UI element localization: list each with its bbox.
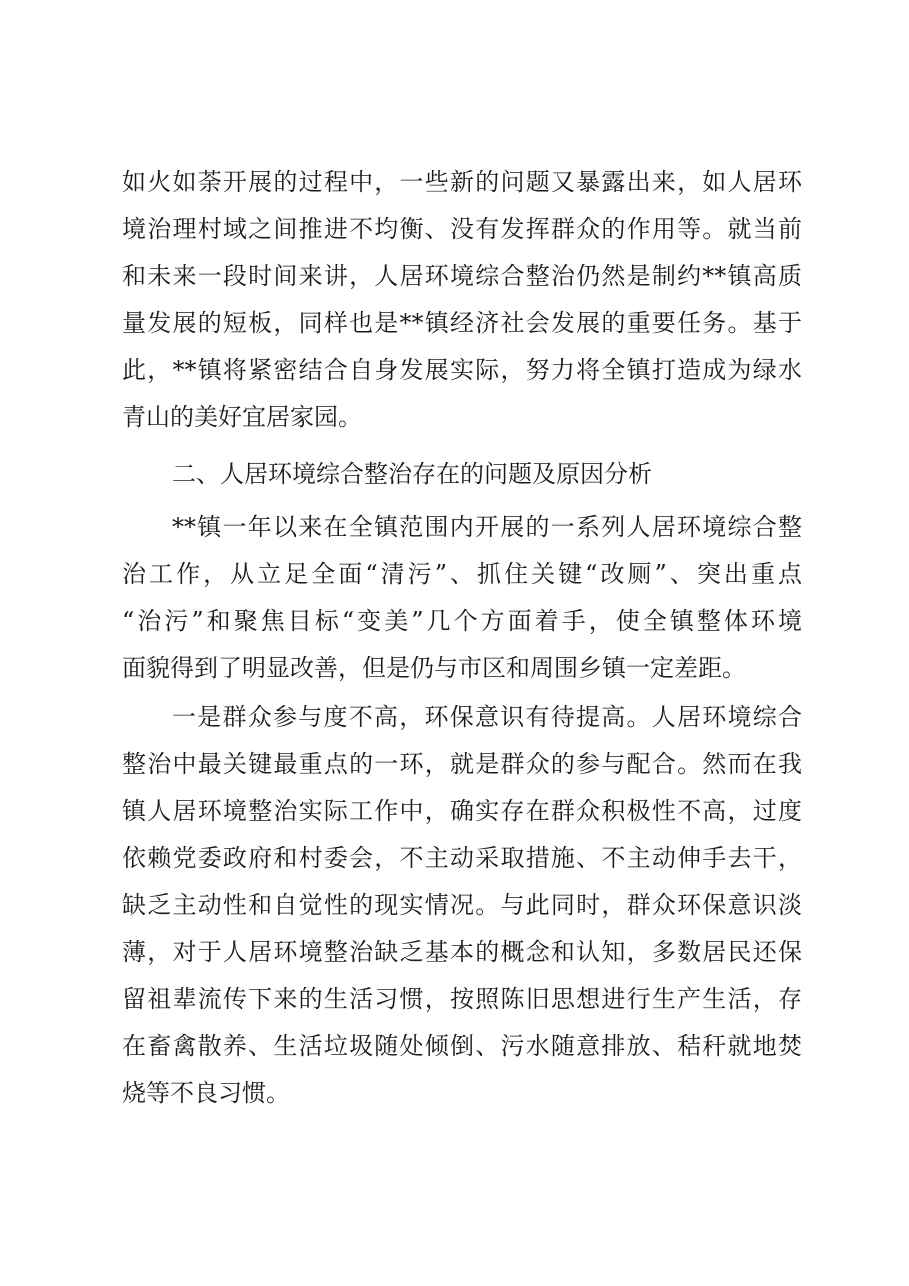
text-line: 面貌得到了明显改善，但是仍与市区和周围乡镇一定差距。	[122, 654, 746, 682]
text-line: 一是群众参与度不高，环保意识有待提高。人居环境综合	[172, 703, 802, 731]
section-heading: 二、人居环境综合整治存在的问题及原因分析	[172, 460, 652, 488]
text-line: 青山的美好宜居家园。	[122, 403, 362, 431]
text-line: 整治中最关键最重点的一环，就是群众的参与配合。然而在我	[122, 750, 802, 778]
text-line: 薄，对于人居环境整治缺乏基本的概念和认知，多数居民还保	[122, 938, 802, 966]
text-line: 留祖辈流传下来的生活习惯，按照陈旧思想进行生产生活，存	[122, 985, 802, 1013]
text-line: 和未来一段时间来讲，人居环境综合整治仍然是制约**镇高质	[122, 262, 802, 290]
text-line: 镇人居环境整治实际工作中，确实存在群众积极性不高，过度	[122, 797, 802, 825]
text-line: 量发展的短板，同样也是**镇经济社会发展的重要任务。基于	[122, 309, 802, 337]
text-line: 在畜禽散养、生活垃圾随处倾倒、污水随意排放、秸秆就地焚	[122, 1032, 802, 1060]
text-line: 如火如荼开展的过程中，一些新的问题又暴露出来，如人居环	[122, 168, 802, 196]
text-line: **镇一年以来在全镇范围内开展的一系列人居环境综合整	[172, 513, 802, 541]
text-line: 此，**镇将紧密结合自身发展实际，努力将全镇打造成为绿水	[122, 356, 802, 384]
text-line: 缺乏主动性和自觉性的现实情况。与此同时，群众环保意识淡	[122, 891, 802, 919]
text-line: 烧等不良习惯。	[122, 1079, 290, 1107]
text-line: 治工作，从立足全面“清污”、抓住关键“改厕”、突出重点	[122, 560, 802, 588]
text-line: 境治理村域之间推进不均衡、没有发挥群众的作用等。就当前	[122, 215, 802, 243]
text-line: 依赖党委政府和村委会，不主动采取措施、不主动伸手去干，	[122, 844, 802, 872]
text-line: “治污”和聚焦目标“变美”几个方面着手，使全镇整体环境	[122, 607, 802, 635]
